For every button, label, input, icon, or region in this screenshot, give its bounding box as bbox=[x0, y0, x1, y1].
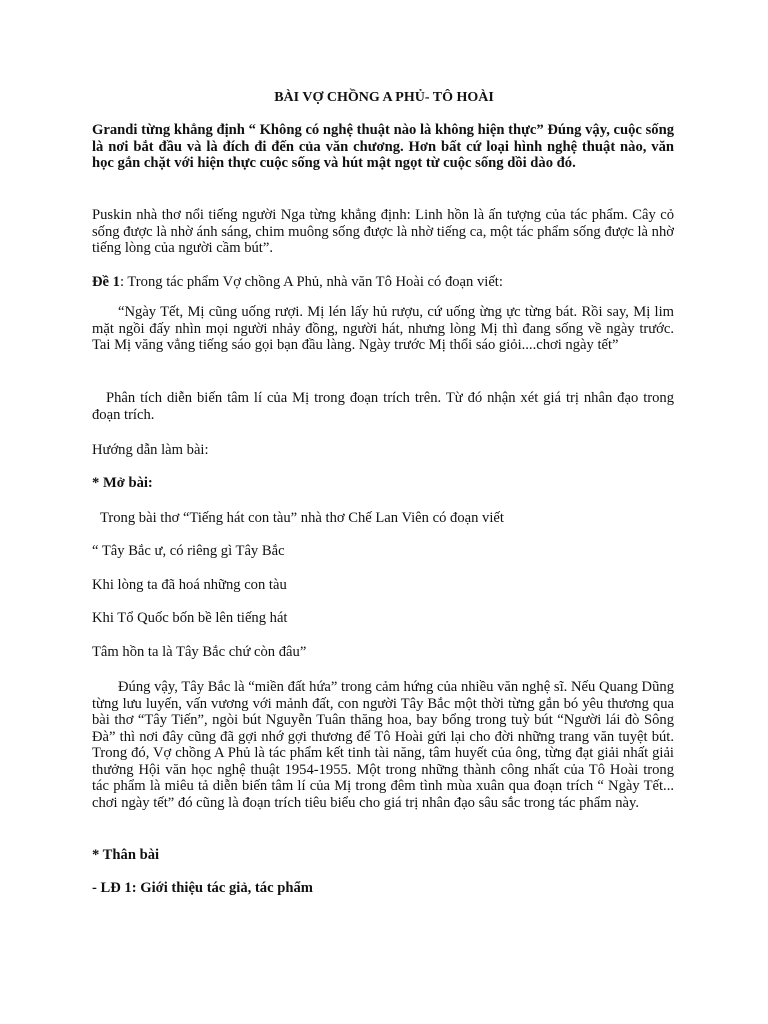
ld1-heading: - LĐ 1: Giới thiệu tác giả, tác phẩm bbox=[92, 880, 313, 896]
de1-text: : Trong tác phẩm Vợ chồng A Phủ, nhà văn Tô Hoài có đoạn viết: bbox=[119, 274, 503, 290]
mo-bai-heading: * Mở bài: bbox=[92, 475, 153, 491]
poem-line: Khi Tổ Quốc bốn bề lên tiếng hát bbox=[92, 610, 288, 626]
puskin-paragraph: Puskin nhà thơ nổi tiếng người Nga từng khẳng định: Linh hồn là ấn tượng của tác phẩm. Cây cỏ sống được là nhờ ánh sáng, chim muông sống được là nhờ tiếng ca, một tác phẩm sống được là nhờ tiếng lòng của người cầm bút”. bbox=[92, 207, 674, 256]
task-paragraph: Phân tích diễn biến tâm lí của Mị trong đoạn trích trên. Từ đó nhận xét giá trị nhân đạo trong đoạn trích. bbox=[92, 390, 674, 423]
de1-line bbox=[92, 274, 674, 291]
body-paragraph: Đúng vậy, Tây Bắc là “miền đất hứa” trong cảm hứng của nhiều văn nghệ sĩ. Nếu Quang Dũng từng lưu luyến, vấn vương với mảnh đất, con người Tây Bắc một thời từng gắn bó yêu thương qua bài thơ “Tây Tiến”, ngòi bút Nguyễn Tuân thăng hoa, bay bổng trong tuỳ bút “Người lái đò Sông Đà” thì nơi đây cũng đã gợi nhớ gợi thương để Tô Hoài gửi lại cho đời những trang văn tuyệt bút. Trong đó, Vợ chồng A Phủ là tác phẩm kết tinh tài năng, tâm huyết của ông, từng đạt giải nhất giải thưởng Hội văn học nghệ thuật 1954-1955. Một trong những thành công nhất của Tô Hoài trong tác phẩm là miêu tả diễn biến tâm lí của Mị trong đêm tình mùa xuân qua đoạn trích “ Ngày Tết... chơi ngày tết” đó cũng là đoạn trích tiêu biểu cho giá trị nhân đạo sâu sắc trong tác phẩm này. bbox=[92, 679, 674, 811]
guide-line: Hướng dẫn làm bài: bbox=[92, 442, 209, 458]
chelan-line: Trong bài thơ “Tiếng hát con tàu” nhà thơ Chế Lan Viên có đoạn viết bbox=[100, 510, 504, 526]
poem-line: Tâm hồn ta là Tây Bắc chứ còn đâu” bbox=[92, 644, 307, 660]
quote-paragraph: “Ngày Tết, Mị cũng uống rượi. Mị lén lấy hủ rượu, cứ uống ừng ực từng bát. Rồi say, Mị lim mặt ngồi đấy nhìn mọi người nhảy đồng, người hát, nhưng lòng Mị thì đang sống về ngày trước. Tai Mị văng vẳng tiếng sáo gọi bạn đầu làng. Ngày trước Mị thổi sáo giỏi....chơi ngày tết” bbox=[92, 304, 674, 353]
intro-paragraph: Grandi từng khẳng định “ Không có nghệ thuật nào là không hiện thực” Đúng vậy, cuộc sống là nơi bắt đầu và là đích đi đến của văn chương. Hơn bất cứ loại hình nghệ thuật nào, văn học gắn chặt với hiện thực cuộc sống và hút mật ngọt từ cuộc sống dồi dào đó. bbox=[92, 122, 674, 171]
than-bai-heading: * Thân bài bbox=[92, 847, 160, 863]
poem-line: “ Tây Bắc ư, có riêng gì Tây Bắc bbox=[92, 543, 285, 559]
poem-line: Khi lòng ta đã hoá những con tàu bbox=[92, 577, 287, 593]
de1-label: Đề 1 bbox=[92, 274, 120, 290]
document-title: BÀI VỢ CHỒNG A PHỦ- TÔ HOÀI bbox=[274, 90, 494, 105]
